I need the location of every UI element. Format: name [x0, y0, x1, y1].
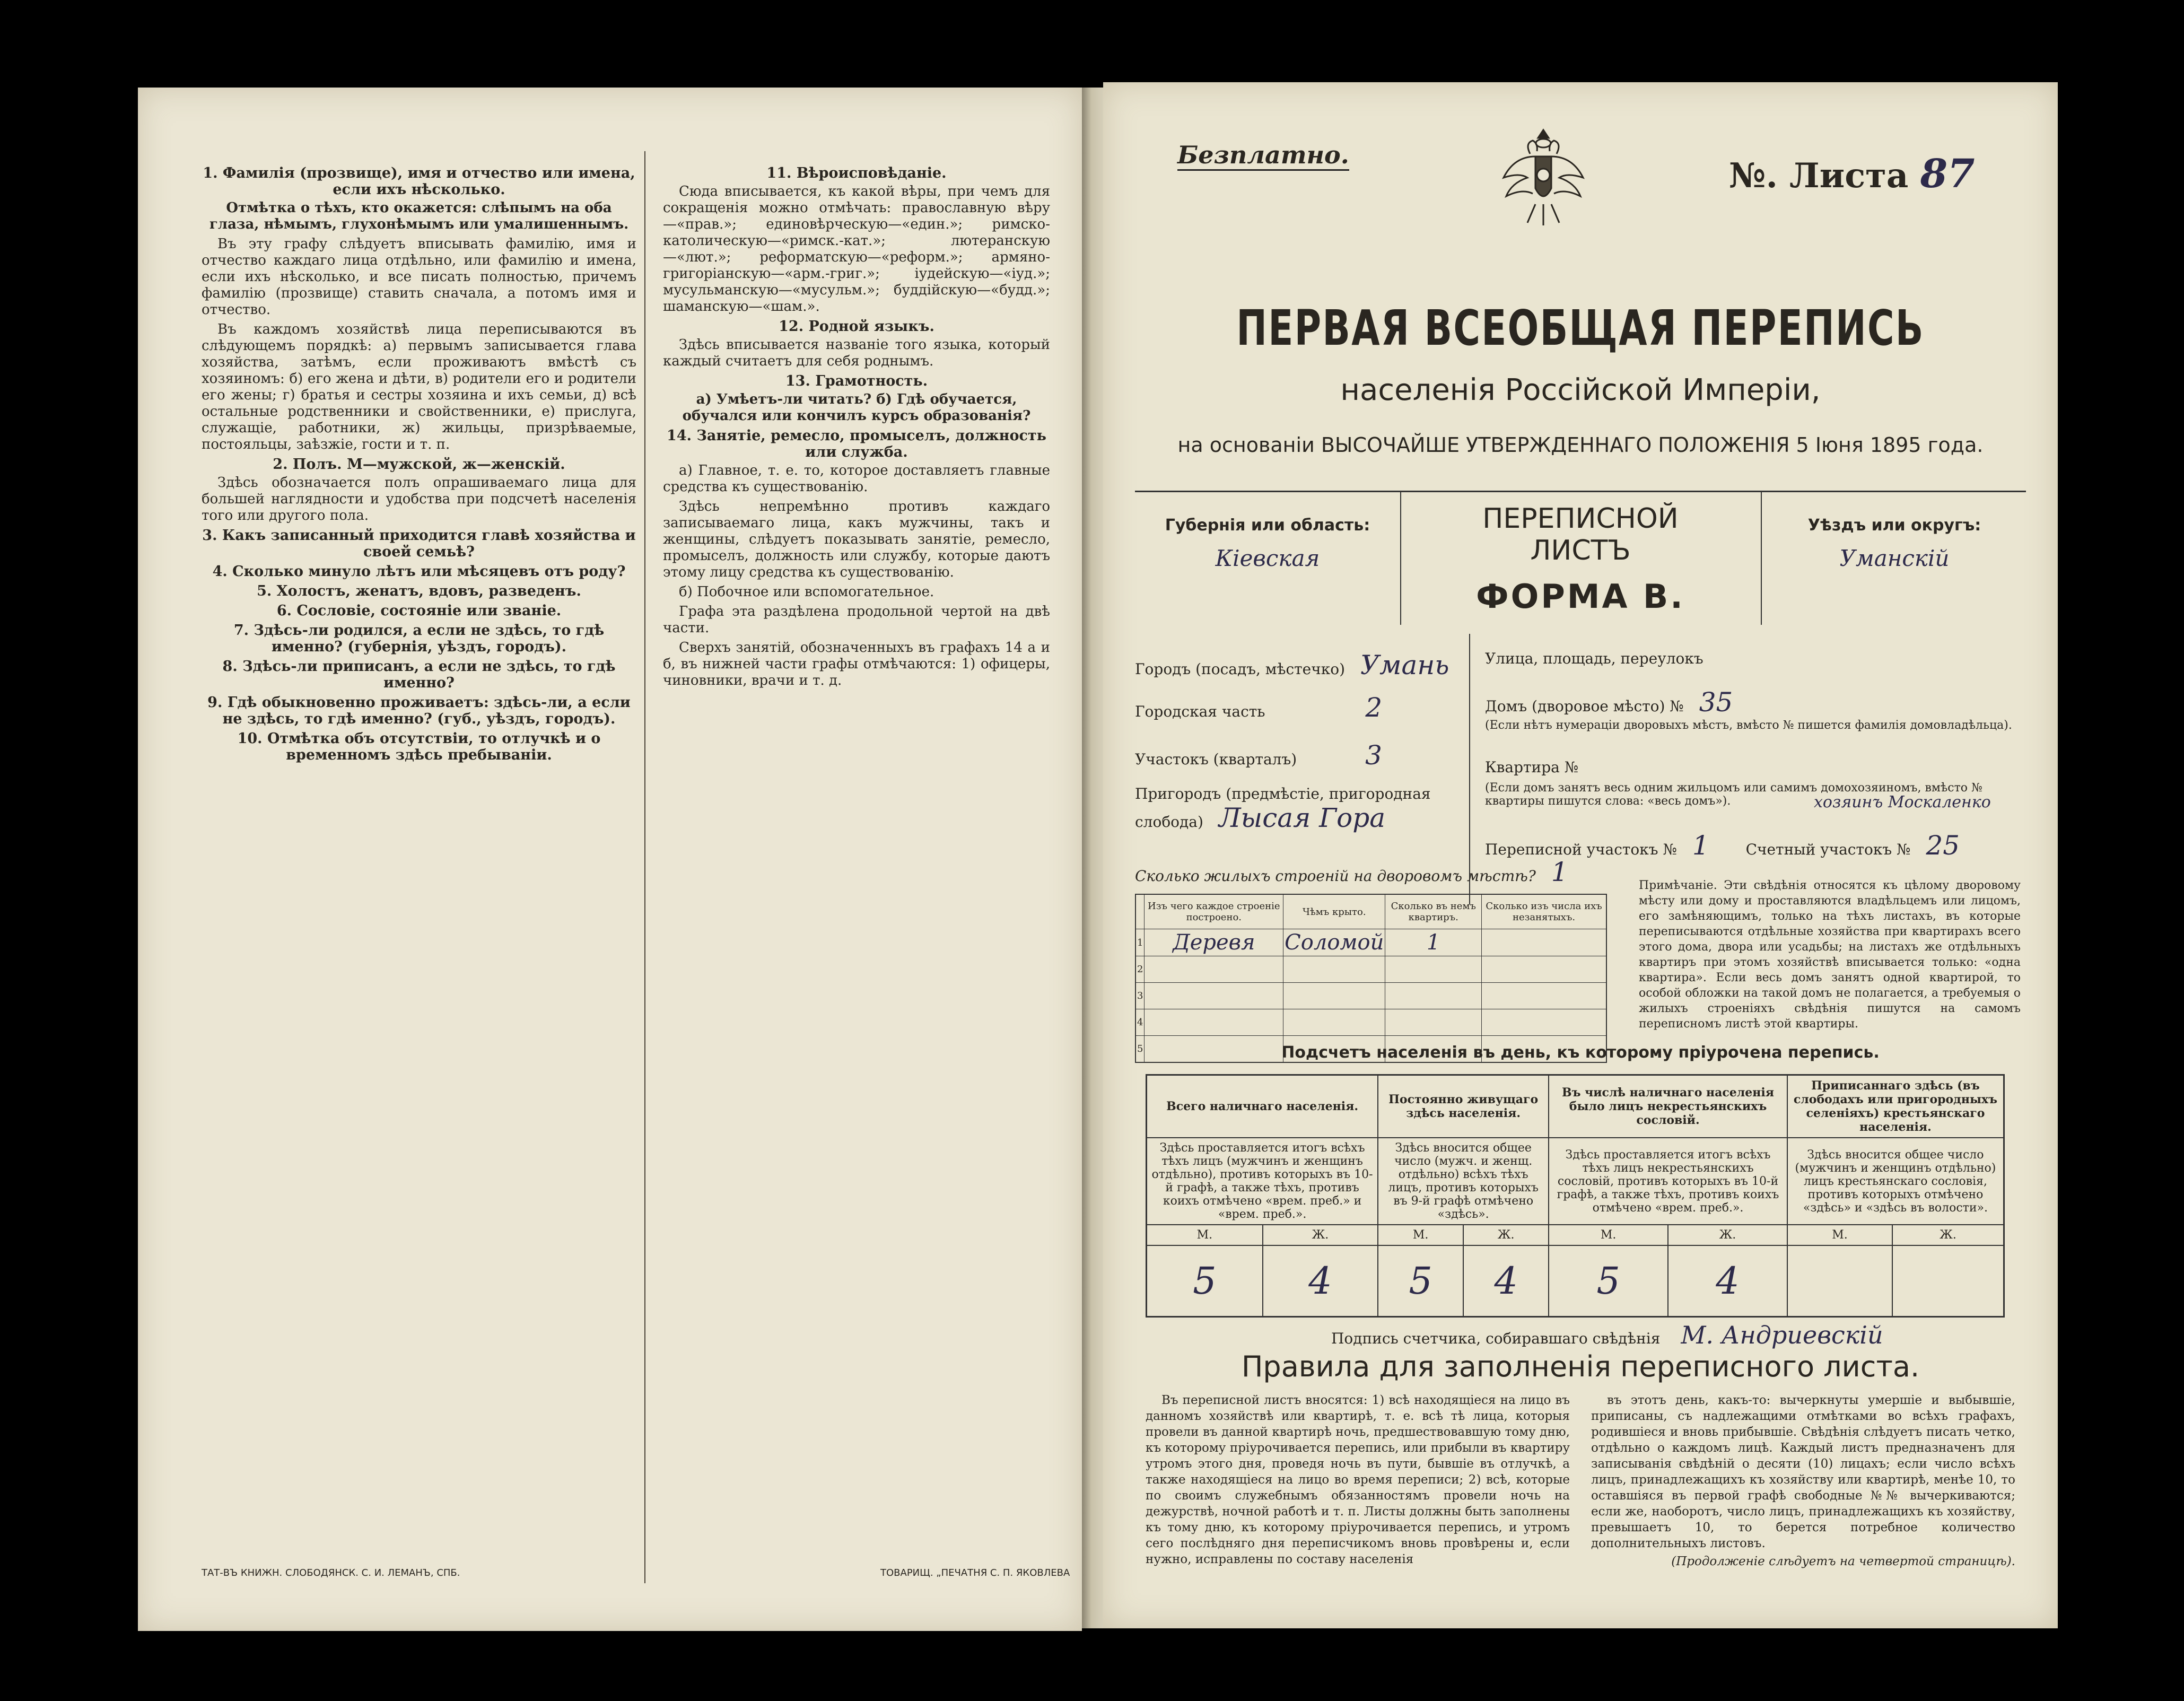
- buildings-label: Сколько жилыхъ строеній на дворовомъ мѣстѣ?: [1135, 867, 1536, 885]
- form-type: [1432, 492, 1729, 616]
- bldg-cell: [1385, 983, 1482, 1009]
- bldg-row: [1135, 956, 1606, 983]
- street-field: [1485, 650, 1703, 667]
- instructions-col2-subheading: а) Умѣетъ-ли читать? б) Гдѣ обучается, обучался или кончилъ курсъ образованія?: [682, 391, 1031, 424]
- street-label: Улица, площадь, переулокъ: [1485, 650, 1703, 667]
- census-sex-header: Ж.: [1668, 1225, 1787, 1245]
- bldg-row: [1135, 983, 1606, 1009]
- census-sex-header: Ж.: [1892, 1225, 2004, 1245]
- suburb-value: Лысая Гора: [1218, 802, 1386, 833]
- bldg-cell: 1: [1385, 929, 1482, 956]
- census-form-page: [1103, 82, 2058, 1628]
- bldg-cell: [1283, 1009, 1385, 1036]
- instructions-col2-paragraph: Сверхъ занятій, обозначенныхъ въ графахъ 14 а и б, въ нижней части графы отмѣчаются: 1) офицеры, чиновники, врачи и т. д.: [663, 640, 1050, 688]
- bldg-cell: [1385, 1009, 1482, 1036]
- census-group-header: Въ числѣ наличнаго населенія было лицъ некрестьянскихъ сословій.: [1549, 1075, 1787, 1138]
- city-value: Умань: [1360, 650, 1449, 681]
- uezd-value: Уманскій: [1839, 545, 1950, 571]
- buildings-field: [1135, 857, 1568, 887]
- district-value: 3: [1365, 740, 1382, 771]
- bldg-cell: [1145, 983, 1283, 1009]
- census-sex-header: Ж.: [1463, 1225, 1549, 1245]
- buildings-value: 1: [1551, 857, 1568, 887]
- bldg-cell: 3: [1135, 983, 1145, 1009]
- apt-note: (Если домъ занятъ весь одним жильцомъ или самимъ домохозяиномъ, вмѣсто № квартиры пишутся слова: «весь домъ»).: [1485, 781, 1982, 808]
- bldg-cell: [1385, 956, 1482, 983]
- census-count-value: 4: [1263, 1245, 1378, 1317]
- imperial-eagle-icon: [1498, 125, 1588, 231]
- form-subtitle: населенія Россійской Имперіи,: [1340, 373, 1821, 407]
- instructions-col1-paragraph: Въ каждомъ хозяйствѣ лица переписываются въ слѣдующемъ порядкѣ: а) первымъ записывается глава хозяйства, затѣмъ, если проживаютъ вмѣстѣ съ хозяиномъ: б) его жена и дѣти, в) родители его и родители его жены; г) братья и сестры хозяина и ихъ семьи, д) всѣ остальные родственники и свойственники, е) прислуга, служащіе, работники, ж) жильцы, призрѣваемые, постояльцы, заѣзжіе, гости и т. п.: [202, 321, 636, 452]
- suburb-field: [1135, 785, 1464, 833]
- instructions-col2-paragraph: Здѣсь вписывается названіе того языка, который каждый считаетъ для себя роднымъ.: [663, 337, 1050, 369]
- instructions-col1-paragraph: Въ эту графу слѣдуетъ вписывать фамилію, имя и отчество каждаго лица отдѣльно, или фамилію и имена, если ихъ нѣсколько, и все писать полностью, причемъ фамилію (прозвище) ставить сначала, а потомъ имя и отчество.: [202, 236, 636, 318]
- city-label: Городъ (посадъ, мѣстечко): [1135, 660, 1346, 678]
- census-sex-header: Ж.: [1263, 1225, 1378, 1245]
- count-section-value: 25: [1926, 830, 1960, 861]
- bldg-header: Изъ чего каждое строеніе построено.: [1145, 894, 1283, 929]
- buildings-note: Примѣчаніе. Эти свѣдѣнія относятся къ цѣлому дворовому мѣсту или дому и проставляются владѣльцемъ или лицомъ, его замѣняющимъ, только на тѣхъ листахъ, въ которые переписываются отдѣльные хозяйства при квартирахъ всего этого дома, двора или усадьбы; на листахъ же отдѣльныхъ квартиръ при этомъ хозяйствѣ вписывается только: «одна квартира». Если весь домъ занятъ одной квартирой, то особой обложки на такой домъ не полагается, а требуемыя о жилыхъ строеніяхъ свѣдѣнія пишутся на самомъ переписномъ листѣ этой квартиры.: [1639, 879, 2021, 1031]
- count-section-label: Счетный участокъ №: [1745, 841, 1911, 858]
- census-sex-header: М.: [1147, 1225, 1263, 1245]
- enumerator-signature: [1331, 1321, 1883, 1349]
- rules-column-left: [1146, 1392, 1570, 1569]
- form-title: ПЕРВАЯ ВСЕОБЩАЯ ПЕРЕПИСЬ: [1236, 300, 1925, 356]
- bldg-cell: 2: [1135, 956, 1145, 983]
- book-gutter: [1082, 88, 1106, 1628]
- instructions-col2-heading: 12. Родной языкъ.: [779, 318, 934, 335]
- bldg-cell: 4: [1135, 1009, 1145, 1036]
- gubernia-label: Губернія или область:: [1165, 516, 1370, 535]
- part-label: Городская часть: [1135, 703, 1265, 720]
- census-count-value: [1787, 1245, 1892, 1317]
- buildings-table: [1135, 894, 1607, 1063]
- sheet-number: [1729, 151, 1975, 197]
- census-description: Здѣсь проставляется итогъ всѣхъ тѣхъ лицъ (мужчинъ и женщинъ отдѣльно), противъ которыхъ въ 10-й графѣ, а также тѣхъ, противъ коихъ отмѣчено «врем. преб.» и «врем. преб.».: [1147, 1138, 1378, 1225]
- part-value: 2: [1365, 692, 1383, 723]
- instructions-col1-paragraph: Здѣсь обозначается полъ опрашиваемаго лица для большей наглядности и удобства при подсчетѣ населенія того или другого пола.: [202, 475, 636, 524]
- district-label: Участокъ (кварталъ): [1135, 751, 1297, 768]
- population-count-title: Подсчетъ населенія въ день, къ которому пріурочена перепись.: [1281, 1043, 1880, 1062]
- bldg-cell: [1482, 956, 1606, 983]
- instructions-col2-paragraph: Сюда вписывается, къ какой вѣры, при чемъ для сокращенія можно отмѣчать: православную вѣру—«прав.»; единовѣрческую—«един.»; римско-католическую—«римск.-кат.»; лютеранскую—«лют.»; реформатскую—«реформ.»; армяно-григоріанскую—«арм.-григ.»; іудейскую—«іуд.»; мусульманскую—«мусульм.»; буддійскую—«будд.»; шаманскую—«шам.».: [663, 184, 1050, 315]
- column-divider: [644, 151, 645, 1583]
- instructions-col1-heading: 3. Какъ записанный приходится главѣ хозяйства и своей семьѣ?: [202, 527, 636, 560]
- bldg-cell: Соломой: [1283, 929, 1385, 956]
- census-count-value: 5: [1549, 1245, 1668, 1317]
- bldg-cell: 1: [1135, 929, 1145, 956]
- instructions-col2-paragraph: Здѣсь непремѣнно противъ каждаго записываемаго лица, какъ мужчины, такъ и женщины, слѣдуетъ показывать занятіе, ремесло, промыселъ, должность или службу, которые даютъ этому лицу средства къ существованію.: [663, 499, 1050, 580]
- printer-footer-left: ТАТ-ВЪ КНИЖН. СЛОБОДЯНСК. С. И. ЛЕМАНЪ, СПБ.: [202, 1567, 460, 1578]
- instructions-col1-heading: 1. Фамилія (прозвище), имя и отчество или имена, если ихъ нѣсколько.: [203, 165, 635, 198]
- instructions-col1-heading: 8. Здѣсь-ли приписанъ, а если не здѣсь, то гдѣ именно?: [222, 658, 616, 691]
- sheet-number-label: №. Листа: [1729, 156, 1909, 196]
- bldg-cell: 5: [1135, 1036, 1145, 1063]
- instructions-col2-heading: 13. Грамотность.: [785, 373, 928, 389]
- free-label: Безплатно.: [1177, 141, 1349, 171]
- census-count-value: 5: [1378, 1245, 1463, 1317]
- signature-label: Подпись счетчика, собиравшаго свѣдѣнія: [1331, 1330, 1661, 1347]
- rules-column-right: [1591, 1392, 2015, 1572]
- census-group-header: Всего наличнаго населенія.: [1147, 1075, 1378, 1138]
- instructions-col2-paragraph: б) Побочное или вспомогательное.: [679, 584, 934, 600]
- census-count-value: 4: [1668, 1245, 1787, 1317]
- instructions-col1-subheading: Отмѣтка о тѣхъ, кто окажется: слѣпымъ на оба глаза, нѣмымъ, глухонѣмымъ или умалишеннымъ.: [209, 200, 629, 232]
- form-basis: на основаніи ВЫСОЧАЙШЕ УТВЕРЖДЕННАГО ПОЛОЖЕНІЯ 5 Іюня 1895 года.: [1177, 433, 1984, 457]
- instructions-col1-heading: 6. Сословіе, состояніе или званіе.: [276, 603, 562, 619]
- house-value: 35: [1699, 687, 1733, 718]
- census-group-header: Постоянно живущаго здѣсь населенія.: [1378, 1075, 1549, 1138]
- census-section-value: 1: [1692, 830, 1709, 861]
- bldg-header: Сколько въ немъ квартиръ.: [1385, 894, 1482, 929]
- district-field: [1135, 740, 1382, 771]
- census-description: Здѣсь вносится общее число (мужчинъ и женщинъ отдѣльно) лицъ крестьянскаго сословія, противъ которыхъ отмѣчено «здѣсь» и «здѣсь въ волости».: [1787, 1138, 2004, 1225]
- instructions-col1-heading: 9. Гдѣ обыкновенно проживаетъ: здѣсь-ли, а если не здѣсь, то гдѣ именно? (губ., уѣздъ, городъ).: [207, 694, 631, 727]
- instructions-col1-heading: 10. Отмѣтка объ отсутствіи, то отлучкѣ и о временномъ здѣсь пребываніи.: [237, 730, 601, 763]
- bldg-cell: [1283, 983, 1385, 1009]
- suburb-label: Пригородъ (предмѣстіе, пригородная слобода): [1135, 785, 1431, 831]
- bldg-header: Сколько изъ числа ихъ незанятыхъ.: [1482, 894, 1606, 929]
- population-count-table: [1146, 1074, 2005, 1318]
- instructions-col2-heading: 14. Занятіе, ремесло, промыселъ, должность или служба.: [667, 428, 1046, 460]
- form-type-b: ФОРМА В.: [1476, 577, 1685, 616]
- left-page: [138, 88, 1082, 1631]
- apt-field: [1485, 758, 1578, 776]
- form-header: [1135, 491, 2026, 635]
- bldg-header: Чѣмъ крыто.: [1283, 894, 1385, 929]
- bldg-cell: [1482, 929, 1606, 956]
- census-sex-header: М.: [1787, 1225, 1892, 1245]
- census-count-value: 5: [1147, 1245, 1263, 1317]
- census-description: Здѣсь вносится общее число (мужч. и женщ. отдѣльно) всѣхъ тѣхъ лицъ, противъ которыхъ въ 9-й графѣ отмѣчено «здѣсь».: [1378, 1138, 1549, 1225]
- house-field: [1485, 687, 1733, 718]
- census-section-label: Переписной участокъ №: [1485, 841, 1677, 858]
- uezd-box: [1761, 492, 2027, 625]
- bldg-cell: [1482, 983, 1606, 1009]
- bldg-row: [1135, 1009, 1606, 1036]
- rules-left-text: Въ переписной листъ вносятся: 1) всѣ находящіеся на лицо въ данномъ хозяйствѣ или квартирѣ, т. е. всѣ тѣ лица, которыя провели въ данной квартирѣ ночь, предшествовавшую тому дню, къ которому пріурочивается перепись, или прибыли въ квартиру утромъ этого дня, проведя ночь въ пути, бывшіе въ отлучкѣ, а также находящіеся на лицо во время переписи; 2) всѣ, которые по своимъ служебнымъ обязанностямъ провели ночь на дежурствѣ, ночной работѣ и т. п. Листы должны быть заполнены къ тому дню, къ которому пріурочивается перепись, и утромъ сего послѣдняго дня переписчикомъ вновь провѣрены и, если нужно, исправлены по составу населенія: [1146, 1393, 1570, 1566]
- bldg-cell: [1482, 1009, 1606, 1036]
- bldg-cell: [1145, 956, 1283, 983]
- instructions-col2-heading: 11. Вѣроисповѣданіе.: [766, 165, 947, 181]
- city-field: [1135, 650, 1449, 681]
- instructions-col2-paragraph: Графа эта раздѣлена продольной чертой на двѣ части.: [663, 604, 1050, 636]
- instructions-col1-heading: 7. Здѣсь-ли родился, а если не здѣсь, то гдѣ именно? (губернія, уѣздъ, городъ).: [233, 622, 605, 655]
- uezd-label: Уѣздъ или округъ:: [1807, 516, 1981, 535]
- rules-title: Правила для заполненія переписного листа.: [1241, 1350, 1920, 1383]
- bldg-cell: Деревя: [1145, 929, 1283, 956]
- apt-value: хозяинъ Москаленко: [1814, 793, 1991, 812]
- instructions-col2-paragraph: а) Главное, т. е. то, которое доставляетъ главные средства къ существованію.: [663, 463, 1050, 495]
- gubernia-value: Кіевская: [1215, 545, 1320, 571]
- rules-continue: (Продолженіе слѣдуетъ на четвертой страницѣ).: [1671, 1555, 2015, 1568]
- census-group-header: Приписаннаго здѣсь (въ слободахъ или пригородныхъ селеніяхъ) крестьянскаго населенія.: [1787, 1075, 2004, 1138]
- instructions-col1-heading: 2. Полъ. М—мужской, ж—женскій.: [273, 456, 565, 473]
- census-description: Здѣсь проставляется итогъ всѣхъ тѣхъ лицъ некрестьянскихъ сословій, противъ которыхъ въ 10-й графѣ, а также тѣхъ, противъ коихъ отмѣчено «врем. преб.».: [1549, 1138, 1787, 1225]
- form-type-a: ПЕРЕПИСНОЙ ЛИСТЪ: [1482, 503, 1679, 566]
- bldg-row: [1135, 929, 1606, 956]
- house-label: Домъ (дворовое мѣсто) №: [1485, 697, 1684, 715]
- part-field: [1135, 692, 1382, 723]
- sheet-number-value: 87: [1920, 151, 1975, 197]
- census-count-value: 4: [1463, 1245, 1549, 1317]
- apt-label: Квартира №: [1485, 758, 1579, 776]
- census-sex-header: М.: [1378, 1225, 1463, 1245]
- left-column-1: [202, 162, 636, 765]
- signature-value: М. Андриевскій: [1681, 1321, 1883, 1349]
- instructions-col1-heading: 4. Сколько минуло лѣтъ или мѣсяцевъ отъ роду?: [212, 563, 626, 580]
- left-column-2: [663, 162, 1050, 692]
- bldg-col-num: [1135, 894, 1145, 929]
- census-sex-header: М.: [1549, 1225, 1668, 1245]
- rules-right-text: въ этотъ день, какъ-то: вычеркнуты умершіе и выбывшіе, приписаны, съ надлежащими отмѣтками во всѣхъ графахъ, родившіеся и вновь прибывшіе. Свѣдѣнія слѣдуетъ писать четко, отдѣльно о каждомъ лицѣ. Каждый листъ предназначенъ для записыванія свѣдѣній о десяти (10) лицахъ; если число всѣхъ лицъ, принадлежащихъ къ хозяйству или квартирѣ, менѣе 10, то оставшіяся въ первой графѣ свободные №№ вычеркиваются; если же, наоборотъ, число лицъ, принадлежащихъ къ хозяйству, превышаетъ 10, то берется потребное количество дополнительныхъ листовъ.: [1591, 1393, 2015, 1550]
- printer-footer-right: ТОВАРИЩ. „ПЕЧАТНЯ С. П. ЯКОВЛЕВА: [880, 1567, 1070, 1578]
- census-count-value: [1892, 1245, 2004, 1317]
- bldg-cell: [1283, 956, 1385, 983]
- house-note: (Если нѣтъ нумераціи дворовыхъ мѣстъ, вмѣсто № пишется фамилія домовладѣльца).: [1485, 719, 2012, 732]
- instructions-col1-heading: 5. Холостъ, женатъ, вдовъ, разведенъ.: [257, 583, 581, 599]
- gubernia-box: [1135, 492, 1401, 625]
- bldg-cell: [1145, 1009, 1283, 1036]
